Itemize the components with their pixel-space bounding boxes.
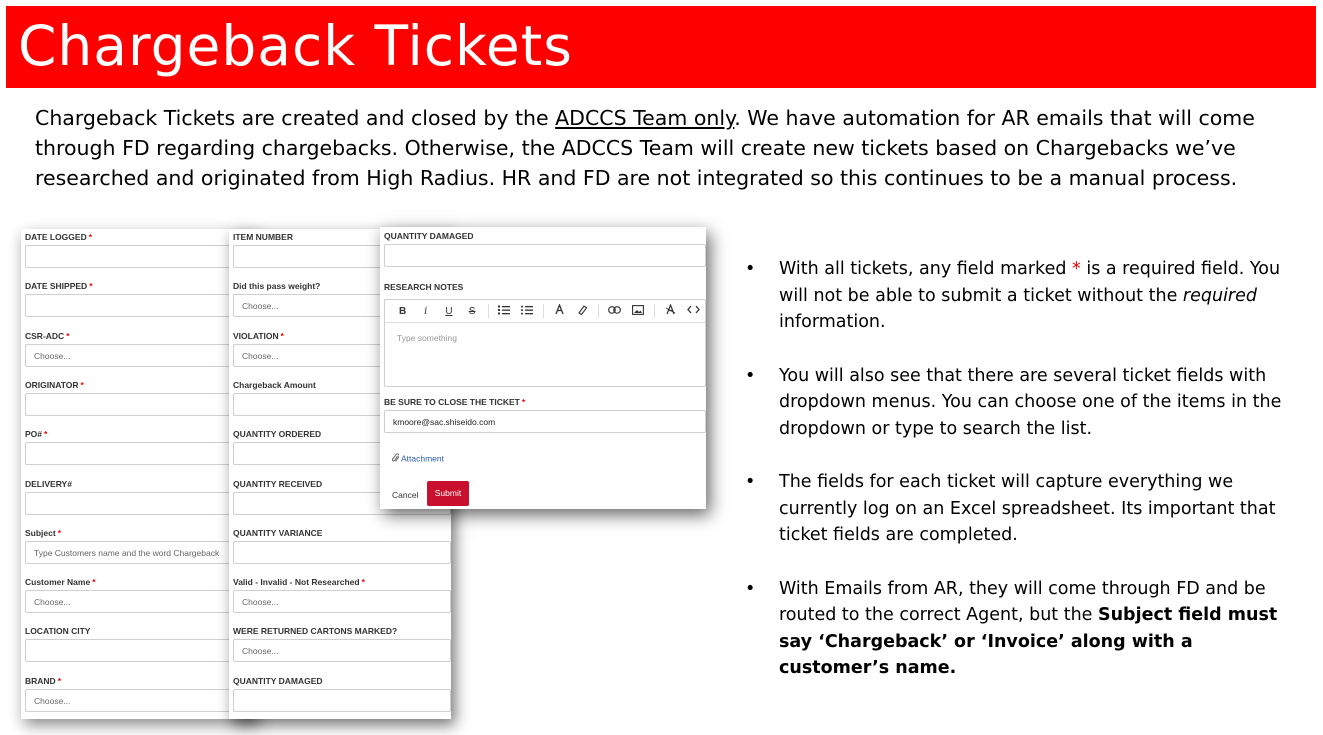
field-label-text: DATE LOGGED (25, 232, 87, 242)
bullet-symbol: • (745, 365, 756, 386)
required-marker: * (92, 577, 96, 588)
form-field (25, 428, 257, 465)
text-input[interactable] (25, 492, 257, 515)
field-label-text: WERE RETURNED CARTONS MARKED? (233, 626, 398, 637)
toolbar-divider (598, 304, 599, 318)
field-label (384, 396, 706, 408)
toolbar-divider (488, 304, 489, 318)
field-label-text: Customer Name (25, 577, 91, 588)
text-input[interactable] (25, 245, 257, 268)
cancel-button[interactable]: Cancel (392, 490, 419, 500)
field-label-text: QUANTITY VARIANCE (233, 527, 323, 538)
form-field (233, 527, 451, 564)
field-label-text: QUANTITY ORDERED (233, 429, 322, 440)
strikethrough-icon[interactable]: S (468, 305, 476, 317)
dropdown-select[interactable]: Choose... (25, 344, 257, 367)
field-label-text: PO# (25, 429, 43, 440)
page-title: Chargeback Tickets (18, 14, 573, 78)
field-label-text: Valid - Invalid - Not Researched (233, 577, 360, 588)
field-close-ticket (384, 396, 706, 433)
bullet-item (745, 576, 1305, 682)
field-label (233, 527, 451, 539)
field-label-text: QUANTITY DAMAGED (233, 675, 323, 686)
field-label (25, 280, 257, 292)
field-label-text: DATE SHIPPED (25, 281, 88, 292)
bullet-text: With all tickets, any field marked (779, 259, 1073, 279)
text-input[interactable]: Type Customers name and the word Chargeback (25, 541, 257, 564)
intro-text-2: . We have automation for AR emails that will come through FD regarding chargebacks. Otherwise, the ADCCS Team will create new tickets based on Chargebacks we’ve researched and originated from High Radius. HR and FD are not integrated so this continues to be a manual process. (35, 106, 1255, 190)
dropdown-select[interactable]: Choose... (25, 689, 257, 712)
form-panel-right (380, 227, 706, 509)
submit-button[interactable]: Submit (427, 481, 469, 506)
dropdown-select[interactable]: Choose... (233, 590, 451, 613)
text-color-icon[interactable] (548, 304, 571, 318)
required-marker: * (361, 577, 365, 588)
bullet-item (745, 363, 1305, 443)
text-input[interactable] (233, 541, 451, 564)
research-notes-editor[interactable] (384, 299, 706, 387)
required-marker: * (88, 232, 93, 242)
form-field (25, 576, 257, 613)
required-marker: * (89, 281, 93, 292)
intro-underlined: ADCCS Team only (555, 106, 735, 130)
bullet-symbol: • (745, 578, 756, 599)
required-marker: * (57, 527, 62, 538)
underline-icon[interactable]: U (445, 305, 453, 317)
field-label (25, 675, 257, 687)
bullet-symbol: • (745, 259, 756, 279)
required-marker: * (280, 330, 284, 341)
field-label-text: VIOLATION (233, 330, 279, 341)
field-label (25, 231, 257, 243)
required-marker: * (66, 330, 70, 341)
field-label (25, 478, 257, 490)
field-label-text: Chargeback Amount (233, 379, 316, 390)
field-label-text: Subject (25, 527, 56, 538)
bullet-item (745, 469, 1305, 549)
link-icon[interactable] (603, 306, 626, 317)
text-input[interactable] (25, 294, 257, 317)
editor-placeholder: Type something (397, 333, 458, 343)
form-field (25, 231, 257, 268)
field-label (25, 428, 257, 440)
bullet-italic: required (1182, 285, 1257, 306)
italic-icon[interactable]: i (424, 305, 428, 317)
form-field (25, 527, 257, 564)
field-label-text: BRAND (25, 675, 56, 686)
bullet-list-icon[interactable] (516, 305, 539, 318)
form-field (25, 625, 257, 662)
bullet-list (745, 256, 1305, 709)
field-label (25, 330, 257, 342)
required-marker: * (57, 675, 62, 686)
form-field (233, 675, 451, 712)
required-marker: * (521, 397, 526, 407)
field-label-text: ITEM NUMBER (233, 232, 293, 242)
form-field (25, 478, 257, 515)
field-label (25, 379, 257, 391)
dropdown-select[interactable]: Choose... (233, 344, 451, 367)
highlight-icon[interactable] (571, 304, 594, 318)
field-label-text: LOCATION CITY (25, 626, 91, 637)
form-field (25, 379, 257, 416)
attachment-label: Attachment (401, 453, 444, 464)
toolbar-divider (543, 304, 544, 318)
field-label (25, 576, 257, 588)
field-research-notes (384, 281, 706, 293)
required-star: * (1072, 259, 1081, 279)
dropdown-select[interactable]: Choose... (25, 590, 257, 613)
field-label-text: DELIVERY# (25, 478, 72, 489)
dropdown-select[interactable]: Choose... (233, 294, 451, 317)
field-label (233, 576, 451, 588)
form-field (233, 625, 451, 662)
field-label-text: CSR-ADC (25, 330, 65, 341)
text-input[interactable] (25, 639, 257, 662)
dropdown-select[interactable]: Choose... (233, 639, 451, 662)
required-marker: * (44, 429, 48, 440)
bold-icon[interactable]: B (398, 305, 407, 317)
form-field (233, 576, 451, 613)
field-label (25, 625, 257, 637)
close-ticket-select[interactable]: kmoore@sac.shiseido.com (384, 410, 706, 433)
bullet-text: You will also see that there are several ticket fields with dropdown menus. You can choose one of the items in the dropdown or type to search the list. (779, 365, 1282, 439)
field-label: QUANTITY DAMAGED (384, 231, 474, 241)
quantity-damaged-input[interactable] (384, 244, 706, 267)
text-input[interactable] (25, 442, 257, 465)
toolbar-divider (654, 304, 655, 318)
bullet-text: With Emails from AR, they will come through FD and be routed to the correct Agent, but the (779, 578, 1266, 625)
field-label-text: ORIGINATOR (25, 379, 79, 390)
bullet-text: is a required field. You will not be able to submit a ticket without the (779, 259, 1281, 306)
field-label-text: BE SURE TO CLOSE THE TICKET (384, 397, 520, 407)
code-icon[interactable] (682, 305, 705, 317)
bullet-item (745, 256, 1305, 336)
form-panel-left (21, 229, 257, 719)
intro-text-1: Chargeback Tickets are created and closed by the (35, 106, 556, 130)
paperclip-icon (392, 453, 399, 465)
field-label-text: QUANTITY RECEIVED (233, 478, 323, 489)
form-field (25, 330, 257, 367)
form-field (25, 675, 257, 712)
intro-paragraph (35, 103, 1305, 193)
ordered-list-icon[interactable] (493, 305, 516, 318)
title-banner (6, 6, 1316, 88)
field-label (233, 675, 451, 687)
field-label: RESEARCH NOTES (384, 282, 464, 292)
field-label (25, 527, 257, 539)
field-label (233, 625, 451, 637)
bullet-text: The fields for each ticket will capture everything we currently log on an Excel spreadsheet. Its important that ticket fields are completed. (779, 472, 1276, 545)
required-marker: * (80, 379, 84, 390)
clear-format-icon[interactable] (659, 304, 682, 318)
bullet-bold: Subject field must say ‘Chargeback’ or ‘Invoice’ along with a customer’s name. (779, 605, 1278, 678)
editor-toolbar (385, 300, 705, 323)
field-label-text: Did this pass weight? (233, 281, 321, 292)
bullet-symbol: • (745, 472, 756, 492)
attachment-link[interactable] (392, 453, 444, 465)
text-input[interactable] (233, 689, 451, 712)
field-quantity-damaged (384, 230, 706, 267)
form-field (25, 280, 257, 317)
image-icon[interactable] (626, 305, 649, 318)
bullet-text: information. (779, 312, 886, 332)
text-input[interactable] (25, 393, 257, 416)
